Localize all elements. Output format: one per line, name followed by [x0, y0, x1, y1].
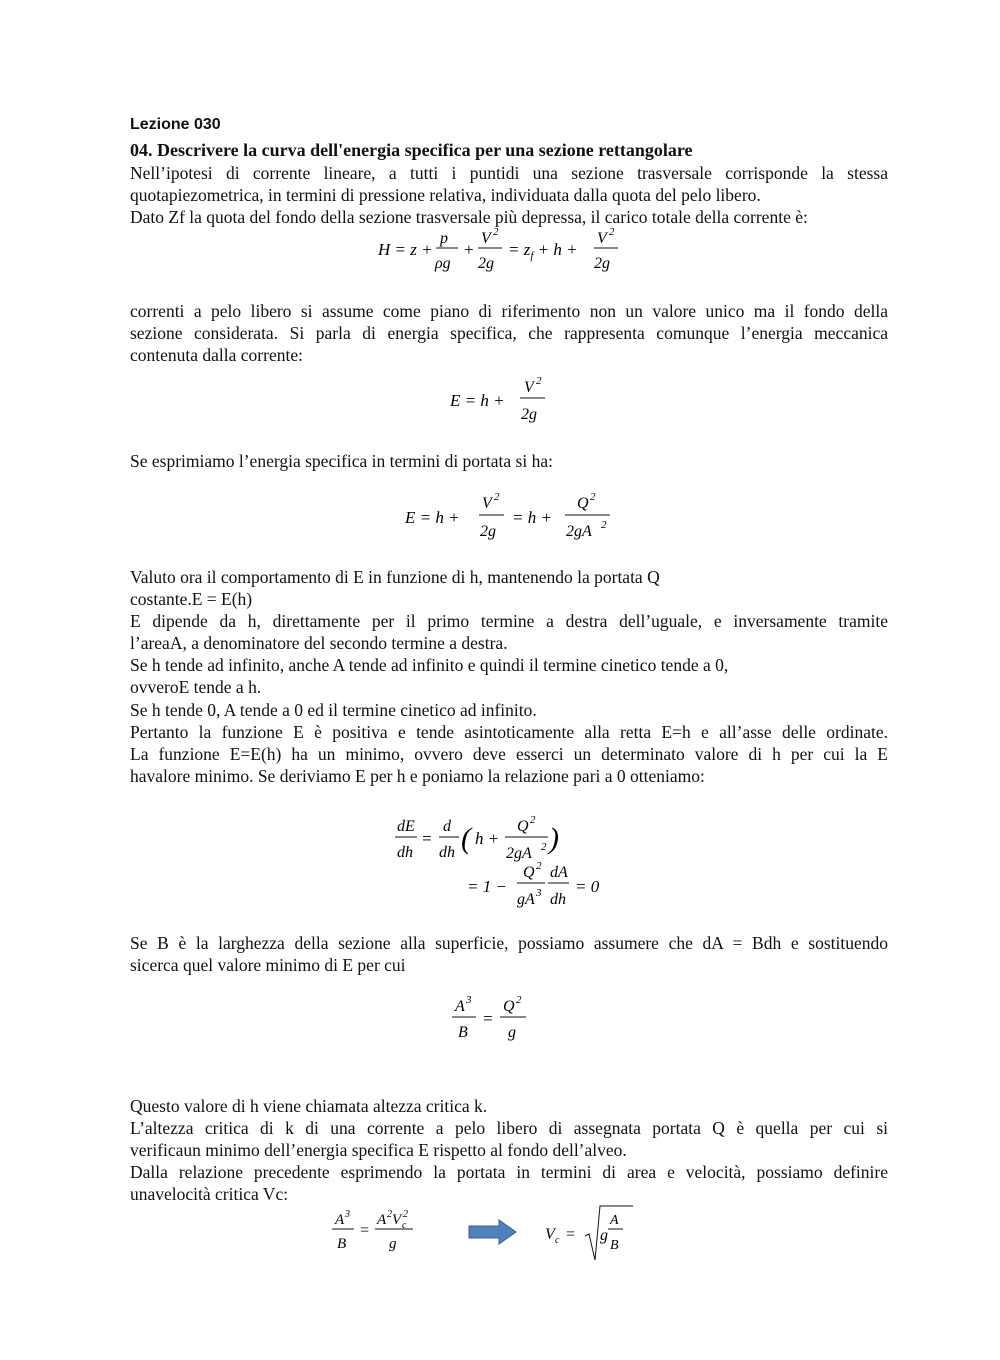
- svg-text:A: A: [335, 1212, 345, 1228]
- paragraph-line: quotapiezometrica, in termini di pressione relativa, individuata dalla quota del pelo libero.: [130, 185, 761, 205]
- formula-specific-energy: [450, 372, 560, 433]
- svg-text:dh: dh: [550, 891, 566, 908]
- svg-text:=: =: [359, 1222, 370, 1239]
- svg-text:A: A: [455, 998, 465, 1015]
- paragraph-line: E dipende da h, direttamente per il primo termine a destra dell’uguale, e inversamente tramite: [130, 611, 888, 631]
- svg-text:A: A: [377, 1212, 387, 1228]
- paragraph-line: Dato Zf la quota del fondo della sezione trasversale più depressa, il carico totale della corrente è:: [130, 207, 808, 227]
- svg-text:2: 2: [516, 994, 522, 1006]
- formula-derivative: [395, 812, 610, 917]
- svg-text:2g: 2g: [478, 255, 494, 272]
- svg-text:Q: Q: [577, 495, 589, 512]
- svg-text:=: =: [482, 1009, 494, 1028]
- paragraph-line: Dalla relazione precedente esprimendo la portata in termini di area e velocità, possiamo definire: [130, 1162, 888, 1182]
- svg-text:g: g: [600, 1227, 608, 1244]
- lesson-number: Lezione 030: [130, 116, 221, 133]
- svg-text:= 1 −: = 1 −: [467, 877, 507, 896]
- svg-text:2: 2: [601, 519, 607, 531]
- svg-text:A: A: [610, 1213, 619, 1228]
- svg-text:V: V: [597, 230, 607, 247]
- svg-text:g: g: [508, 1024, 516, 1041]
- svg-text:g: g: [389, 1236, 397, 1252]
- svg-text:2: 2: [536, 375, 542, 387]
- svg-text:+: +: [463, 240, 475, 259]
- svg-text:2: 2: [403, 1209, 408, 1220]
- svg-text:B: B: [610, 1238, 619, 1253]
- paragraph-line: Pertanto la funzione E è positiva e tende asintoticamente alla retta E=h e all’asse delle ordinate.: [130, 722, 888, 742]
- svg-text:Q: Q: [523, 864, 535, 881]
- svg-text:V: V: [545, 1226, 555, 1243]
- svg-text:c: c: [402, 1220, 407, 1231]
- svg-text:p: p: [440, 230, 448, 247]
- paragraph-line: unavelocità critica Vc:: [130, 1184, 289, 1204]
- formula-critical-condition: [452, 992, 532, 1053]
- svg-text:2: 2: [590, 491, 596, 503]
- paragraph-line: Se h tende ad infinito, anche A tende ad infinito e quindi il termine cinetico tende a 0,: [130, 655, 729, 675]
- paragraph-line: verificaun minimo dell’energia specifica E rispetto al fondo dell’alveo.: [130, 1140, 627, 1160]
- svg-text:V: V: [524, 379, 534, 396]
- svg-text:3: 3: [536, 887, 542, 899]
- arrow-right-icon: [468, 1218, 518, 1251]
- paragraph-line: sezione considerata. Si parla di energia specifica, che rappresenta comunque l’energia meccanica: [130, 323, 888, 343]
- formula-energy-discharge: [405, 488, 615, 553]
- svg-text:= 0: = 0: [575, 877, 600, 896]
- svg-text:2gA: 2gA: [566, 523, 592, 540]
- svg-text:B: B: [458, 1024, 468, 1041]
- svg-text:gA: gA: [517, 891, 535, 908]
- svg-text:dA: dA: [550, 864, 568, 881]
- paragraph-line: La funzione E=E(h) ha un minimo, ovvero deve esserci un determinato valore di h per cui la E: [130, 744, 888, 764]
- svg-text:2g: 2g: [594, 255, 610, 272]
- svg-text:dh: dh: [397, 844, 413, 861]
- paragraph-line: ovveroE tende a h.: [130, 677, 262, 697]
- svg-text:Q: Q: [517, 818, 529, 835]
- paragraph-line: correnti a pelo libero si assume come piano di riferimento non un valore unico ma il fondo della: [130, 301, 888, 321]
- question-title: 04. Descrivere la curva dell'energia specifica per una sezione rettangolare: [130, 140, 693, 160]
- svg-text:2: 2: [536, 860, 542, 872]
- svg-text:E = h +: E = h +: [450, 391, 505, 410]
- svg-text:B: B: [337, 1236, 347, 1252]
- paragraph-line: Se B è la larghezza della sezione alla superficie, possiamo assumere che dA = Bdh e sostituendo: [130, 933, 888, 953]
- paragraph-line: costante.E = E(h): [130, 589, 253, 609]
- svg-text:Q: Q: [503, 998, 515, 1015]
- svg-text:V: V: [482, 495, 492, 512]
- svg-text:H = z +: H = z +: [378, 240, 433, 259]
- svg-text:ρg: ρg: [435, 255, 451, 272]
- svg-text:3: 3: [345, 1209, 350, 1220]
- paragraph-line: sicerca quel valore minimo di E per cui: [130, 955, 406, 975]
- svg-text:2: 2: [493, 226, 499, 238]
- svg-text:E = h +: E = h +: [405, 508, 460, 527]
- paragraph-line: Se esprimiamo l’energia specifica in termini di portata si ha:: [130, 451, 553, 471]
- svg-text:d: d: [443, 818, 451, 835]
- svg-text:=: =: [421, 829, 433, 848]
- paragraph-line: l’areaA, a denominatore del secondo termine a destra.: [130, 633, 508, 653]
- paragraph-line: havalore minimo. Se deriviamo E per h e poniamo la relazione pari a 0 otteniamo:: [130, 766, 705, 786]
- svg-text:V: V: [481, 230, 491, 247]
- paragraph-line: Questo valore di h viene chiamata altezza critica k.: [130, 1096, 488, 1116]
- paragraph-line: L’altezza critica di k di una corrente a pelo libero di assegnata portata Q è quella per cui si: [130, 1118, 888, 1138]
- paragraph-line: Valuto ora il comportamento di E in funzione di h, mantenendo la portata Q: [130, 567, 660, 587]
- svg-text:2: 2: [530, 814, 536, 826]
- paragraph-line: Nell’ipotesi di corrente lineare, a tutti i puntidi una sezione trasversale corrisponde la stessa: [130, 163, 888, 183]
- formula-vc: [545, 1204, 635, 1271]
- svg-text:2g: 2g: [480, 523, 496, 540]
- svg-text:= h +: = h +: [512, 508, 552, 527]
- svg-text:2: 2: [494, 491, 500, 503]
- svg-text:2: 2: [609, 226, 615, 238]
- paragraph-line: Se h tende 0, A tende a 0 ed il termine cinetico ad infinito.: [130, 700, 537, 720]
- svg-text:= zf + h +: = $z_f + h$ +: [508, 240, 578, 262]
- svg-text:3: 3: [466, 994, 472, 1006]
- svg-text:dh: dh: [439, 844, 455, 861]
- svg-text:dE: dE: [397, 818, 415, 835]
- svg-text:(: (: [461, 822, 471, 855]
- paragraph-line: contenuta dalla corrente:: [130, 345, 303, 365]
- svg-text:): ): [549, 822, 559, 855]
- svg-text:=: =: [565, 1226, 576, 1243]
- svg-text:2gA: 2gA: [506, 845, 532, 862]
- svg-text:V: V: [392, 1212, 402, 1228]
- svg-text:c: c: [555, 1235, 560, 1246]
- svg-text:h +: h +: [475, 829, 500, 848]
- formula-total-head: [378, 224, 623, 281]
- svg-text:2g: 2g: [521, 406, 537, 423]
- svg-text:2: 2: [387, 1209, 392, 1220]
- svg-text:2: 2: [541, 841, 547, 853]
